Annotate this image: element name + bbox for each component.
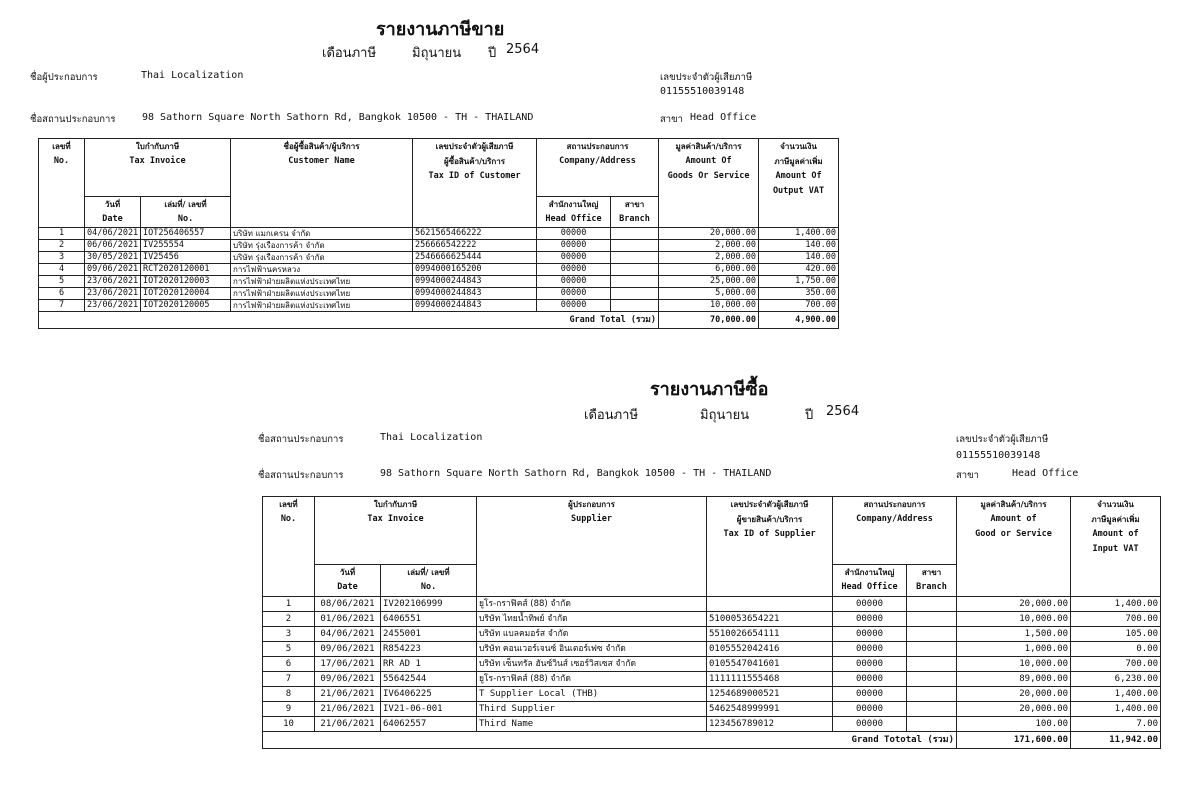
row-party-name: Third Supplier (477, 702, 707, 717)
row-head-office: 00000 (537, 288, 611, 300)
row-head-office: 00000 (833, 627, 907, 642)
col-header-no: เลขที่ No. (263, 497, 315, 597)
row-vat: 700.00 (1071, 612, 1161, 627)
row-no: 2 (263, 612, 315, 627)
total-amount: 171,600.00 (957, 732, 1071, 749)
operator-name: Thai Localization (380, 432, 483, 443)
row-amount: 2,000.00 (659, 252, 759, 264)
table-row (39, 240, 839, 252)
row-vat: 1,400.00 (1071, 702, 1161, 717)
row-invoice-no: 55642544 (381, 672, 477, 687)
row-date: 23/06/2021 (85, 300, 141, 312)
row-branch (611, 228, 659, 240)
month-label: เดือนภาษี (584, 408, 639, 423)
row-date: 21/06/2021 (315, 717, 381, 732)
year-value: 2564 (826, 404, 860, 419)
row-tax-id: 0994000244843 (413, 288, 537, 300)
col-header-invoice-no: เล่มที่/ เลขที่ No. (381, 565, 477, 597)
row-invoice-no: IV202106999 (381, 597, 477, 612)
row-no: 8 (263, 687, 315, 702)
row-vat: 350.00 (759, 288, 839, 300)
tax-id-value: 01155510039148 (956, 450, 1041, 461)
row-tax-id: 2546666625444 (413, 252, 537, 264)
row-party-name: T Supplier Local (THB) (477, 687, 707, 702)
tax-id-label: เลขประจำตัวผู้เสียภาษี (660, 72, 753, 83)
row-invoice-no: IV25456 (141, 252, 231, 264)
row-head-office: 00000 (537, 276, 611, 288)
row-tax-id: 123456789012 (707, 717, 833, 732)
row-party-name: บริษัท เซ็นทรัล ฮันซ์วินส์ เซอร์วิสเซส จำกัด (477, 657, 707, 672)
row-invoice-no: IOT2020120003 (141, 276, 231, 288)
row-amount: 2,000.00 (659, 240, 759, 252)
row-party-name: การไฟฟ้านครหลวง (231, 264, 413, 276)
row-head-office: 00000 (833, 717, 907, 732)
year-value: 2564 (506, 42, 540, 57)
tax-id-value: 01155510039148 (660, 86, 745, 97)
row-invoice-no: 64062557 (381, 717, 477, 732)
row-invoice-no: RCT2020120001 (141, 264, 231, 276)
col-header-tax-id: เลขประจำตัวผู้เสียภาษี ผู้ซื้อสินค้า/บริการ Tax ID of Customer (413, 139, 537, 228)
row-party-name: Third Name (477, 717, 707, 732)
row-tax-id: 0994000244843 (413, 276, 537, 288)
row-date: 17/06/2021 (315, 657, 381, 672)
row-date: 09/06/2021 (315, 672, 381, 687)
row-head-office: 00000 (537, 300, 611, 312)
row-branch (611, 276, 659, 288)
row-tax-id (707, 597, 833, 612)
row-vat: 1,750.00 (759, 276, 839, 288)
operator-row (30, 70, 98, 85)
row-branch (907, 672, 957, 687)
row-invoice-no: IV21-06-001 (381, 702, 477, 717)
row-tax-id: 256666542222 (413, 240, 537, 252)
row-amount: 10,000.00 (957, 612, 1071, 627)
row-invoice-no: IOT256406557 (141, 228, 231, 240)
row-date: 21/06/2021 (315, 687, 381, 702)
report-title: รายงานภาษีซื้อ (650, 379, 769, 400)
row-head-office: 00000 (537, 252, 611, 264)
table-row (39, 264, 839, 276)
row-branch (907, 657, 957, 672)
sales-tax-table (38, 138, 839, 329)
row-no: 7 (39, 300, 85, 312)
col-header-amount: มูลค่าสินค้า/บริการ Amount of Good or Service (957, 497, 1071, 597)
row-branch (611, 252, 659, 264)
row-date: 30/05/2021 (85, 252, 141, 264)
address-value: 98 Sathorn Square North Sathorn Rd, Bangkok 10500 - TH - THAILAND (380, 468, 772, 479)
grand-total-spacer (39, 312, 537, 329)
col-header-head-office: สำนักงานใหญ่ Head Office (537, 197, 611, 228)
row-branch (907, 717, 957, 732)
row-invoice-no: 6406551 (381, 612, 477, 627)
row-vat: 140.00 (759, 252, 839, 264)
sales-rows (39, 228, 839, 312)
row-vat: 1,400.00 (1071, 597, 1161, 612)
row-party-name: การไฟฟ้าฝ่ายผลิตแห่งประเทศไทย (231, 300, 413, 312)
row-amount: 1,500.00 (957, 627, 1071, 642)
row-party-name: ยูโร-กราฟิคส์ (88) จำกัด (477, 597, 707, 612)
table-row (263, 597, 1161, 612)
row-date: 06/06/2021 (85, 240, 141, 252)
table-row (263, 717, 1161, 732)
row-party-name: บริษัท รุ่งเรืองการค้า จำกัด (231, 240, 413, 252)
col-header-no: เลขที่ No. (39, 139, 85, 228)
row-party-name: บริษัท รุ่งเรืองการค้า จำกัด (231, 252, 413, 264)
row-invoice-no: IOT2020120004 (141, 288, 231, 300)
row-amount: 10,000.00 (957, 657, 1071, 672)
total-amount: 70,000.00 (659, 312, 759, 329)
row-vat: 700.00 (1071, 657, 1161, 672)
table-row (263, 687, 1161, 702)
row-no: 6 (39, 288, 85, 300)
table-row (263, 657, 1161, 672)
row-date: 04/06/2021 (315, 627, 381, 642)
row-date: 23/06/2021 (85, 288, 141, 300)
col-header-branch: สาขา Branch (907, 565, 957, 597)
row-amount: 20,000.00 (659, 228, 759, 240)
branch-value: Head Office (690, 112, 757, 123)
row-branch (907, 627, 957, 642)
row-party-name: บริษัท แบลคมอร์ส จำกัด (477, 627, 707, 642)
table-row (263, 702, 1161, 717)
row-no: 3 (39, 252, 85, 264)
table-row (39, 252, 839, 264)
row-tax-id: 5621565466222 (413, 228, 537, 240)
grand-total-spacer (263, 732, 833, 749)
month-label: เดือนภาษี (322, 46, 377, 61)
col-header-invoice-no: เล่มที่/ เลขที่ No. (141, 197, 231, 228)
row-no: 1 (263, 597, 315, 612)
row-tax-id: 5462548999991 (707, 702, 833, 717)
col-header-date: วันที่ Date (85, 197, 141, 228)
col-header-head-office: สำนักงานใหญ่ Head Office (833, 565, 907, 597)
col-header-tax-invoice: ใบกำกับภาษี Tax Invoice (315, 497, 477, 565)
tax-period (258, 404, 1162, 422)
grand-total-label: Grand Total (รวม) (537, 312, 659, 329)
row-no: 4 (39, 264, 85, 276)
col-header-amount: มูลค่าสินค้า/บริการ Amount Of Goods Or Service (659, 139, 759, 228)
row-no: 3 (263, 627, 315, 642)
col-header-company: สถานประกอบการ Company/Address (537, 139, 659, 197)
row-invoice-no: IV6406225 (381, 687, 477, 702)
row-no: 5 (39, 276, 85, 288)
table-row (263, 642, 1161, 657)
row-tax-id: 0994000244843 (413, 300, 537, 312)
row-tax-id: 0105552042416 (707, 642, 833, 657)
row-head-office: 00000 (537, 264, 611, 276)
row-head-office: 00000 (833, 612, 907, 627)
row-no: 5 (263, 642, 315, 657)
table-row (39, 288, 839, 300)
col-header-tax-invoice: ใบกำกับภาษี Tax Invoice (85, 139, 231, 197)
operator-name: Thai Localization (141, 70, 244, 81)
row-vat: 105.00 (1071, 627, 1161, 642)
row-amount: 89,000.00 (957, 672, 1071, 687)
row-invoice-no: IV255554 (141, 240, 231, 252)
row-date: 23/06/2021 (85, 276, 141, 288)
row-no: 7 (263, 672, 315, 687)
row-branch (907, 612, 957, 627)
row-head-office: 00000 (537, 228, 611, 240)
address-value: 98 Sathorn Square North Sathorn Rd, Bangkok 10500 - TH - THAILAND (142, 112, 534, 123)
report-title: รายงานภาษีขาย (376, 19, 505, 40)
col-header-supplier: ผู้ประกอบการ Supplier (477, 497, 707, 597)
row-date: 09/06/2021 (85, 264, 141, 276)
row-amount: 6,000.00 (659, 264, 759, 276)
row-head-office: 00000 (833, 642, 907, 657)
col-header-date: วันที่ Date (315, 565, 381, 597)
row-tax-id: 1254689000521 (707, 687, 833, 702)
row-head-office: 00000 (833, 672, 907, 687)
row-branch (611, 300, 659, 312)
row-tax-id: 1111111555468 (707, 672, 833, 687)
row-invoice-no: R854223 (381, 642, 477, 657)
month-value: มิถุนายน (412, 46, 462, 61)
grand-total-label: Grand Tototal (รวม) (833, 732, 957, 749)
col-header-tax-id: เลขประจำตัวผู้เสียภาษี ผู้ขายสินค้า/บริการ Tax ID of Supplier (707, 497, 833, 597)
row-tax-id: 5100053654221 (707, 612, 833, 627)
row-branch (611, 264, 659, 276)
row-date: 08/06/2021 (315, 597, 381, 612)
row-invoice-no: 2455001 (381, 627, 477, 642)
row-branch (907, 642, 957, 657)
row-branch (907, 687, 957, 702)
table-row (39, 276, 839, 288)
row-amount: 5,000.00 (659, 288, 759, 300)
row-head-office: 00000 (537, 240, 611, 252)
row-party-name: ยูโร-กราฟิคส์ (88) จำกัด (477, 672, 707, 687)
tax-id-label: เลขประจำตัวผู้เสียภาษี (956, 434, 1049, 445)
row-amount: 20,000.00 (957, 702, 1071, 717)
row-vat: 700.00 (759, 300, 839, 312)
month-value: มิถุนายน (700, 408, 750, 423)
table-row (263, 627, 1161, 642)
row-amount: 25,000.00 (659, 276, 759, 288)
total-vat: 11,942.00 (1071, 732, 1161, 749)
table-row (39, 228, 839, 240)
row-vat: 6,230.00 (1071, 672, 1161, 687)
col-header-vat: จำนวนเงิน ภาษีมูลค่าเพิ่ม Amount of Input VAT (1071, 497, 1161, 597)
row-tax-id: 5510026654111 (707, 627, 833, 642)
purchase-rows (263, 597, 1161, 732)
col-header-branch: สาขา Branch (611, 197, 659, 228)
grand-total-row (39, 312, 839, 329)
row-party-name: บริษัท ไทยน้ำทิพย์ จำกัด (477, 612, 707, 627)
address-label: ชื่อสถานประกอบการ (258, 470, 344, 481)
total-vat: 4,900.00 (759, 312, 839, 329)
row-tax-id: 0994000165200 (413, 264, 537, 276)
row-party-name: การไฟฟ้าฝ่ายผลิตแห่งประเทศไทย (231, 276, 413, 288)
table-row (39, 300, 839, 312)
row-amount: 1,000.00 (957, 642, 1071, 657)
grand-total-row (263, 732, 1161, 749)
row-no: 9 (263, 702, 315, 717)
row-head-office: 00000 (833, 702, 907, 717)
row-vat: 0.00 (1071, 642, 1161, 657)
row-head-office: 00000 (833, 657, 907, 672)
row-amount: 10,000.00 (659, 300, 759, 312)
year-label: ปี (488, 46, 497, 61)
row-date: 04/06/2021 (85, 228, 141, 240)
row-vat: 7.00 (1071, 717, 1161, 732)
row-amount: 20,000.00 (957, 687, 1071, 702)
row-vat: 140.00 (759, 240, 839, 252)
row-no: 6 (263, 657, 315, 672)
row-date: 09/06/2021 (315, 642, 381, 657)
table-row (263, 612, 1161, 627)
purchase-tax-table (262, 496, 1161, 749)
year-label: ปี (805, 408, 814, 423)
row-invoice-no: RR AD 1 (381, 657, 477, 672)
row-vat: 1,400.00 (759, 228, 839, 240)
operator-label: ชื่อผู้ประกอบการ (30, 72, 98, 83)
col-header-vat: จำนวนเงิน ภาษีมูลค่าเพิ่ม Amount Of Output VAT (759, 139, 839, 228)
row-no: 10 (263, 717, 315, 732)
row-date: 01/06/2021 (315, 612, 381, 627)
address-label: ชื่อสถานประกอบการ (30, 114, 116, 125)
row-amount: 20,000.00 (957, 597, 1071, 612)
row-branch (611, 240, 659, 252)
purchase-tax-report (258, 372, 1162, 797)
row-party-name: บริษัท คอนเวอร์เจนซ์ อินเตอร์เฟซ จำกัด (477, 642, 707, 657)
row-tax-id: 0105547041601 (707, 657, 833, 672)
row-party-name: บริษัท แมกเครน จำกัด (231, 228, 413, 240)
col-header-customer: ชื่อผู้ซื้อสินค้า/ผู้บริการ Customer Name (231, 139, 413, 228)
table-row (263, 672, 1161, 687)
tax-period (30, 42, 840, 60)
col-header-company: สถานประกอบการ Company/Address (833, 497, 957, 565)
row-date: 21/06/2021 (315, 702, 381, 717)
row-no: 1 (39, 228, 85, 240)
row-no: 2 (39, 240, 85, 252)
sales-tax-report (30, 10, 840, 360)
branch-label: สาขา (660, 114, 683, 125)
row-branch (611, 288, 659, 300)
row-head-office: 00000 (833, 687, 907, 702)
branch-label: สาขา (956, 470, 979, 481)
row-branch (907, 702, 957, 717)
operator-label: ชื่อสถานประกอบการ (258, 434, 344, 445)
row-vat: 420.00 (759, 264, 839, 276)
branch-value: Head Office (1012, 468, 1079, 479)
row-amount: 100.00 (957, 717, 1071, 732)
row-branch (907, 597, 957, 612)
row-vat: 1,400.00 (1071, 687, 1161, 702)
row-party-name: การไฟฟ้าฝ่ายผลิตแห่งประเทศไทย (231, 288, 413, 300)
row-invoice-no: IOT2020120005 (141, 300, 231, 312)
row-head-office: 00000 (833, 597, 907, 612)
